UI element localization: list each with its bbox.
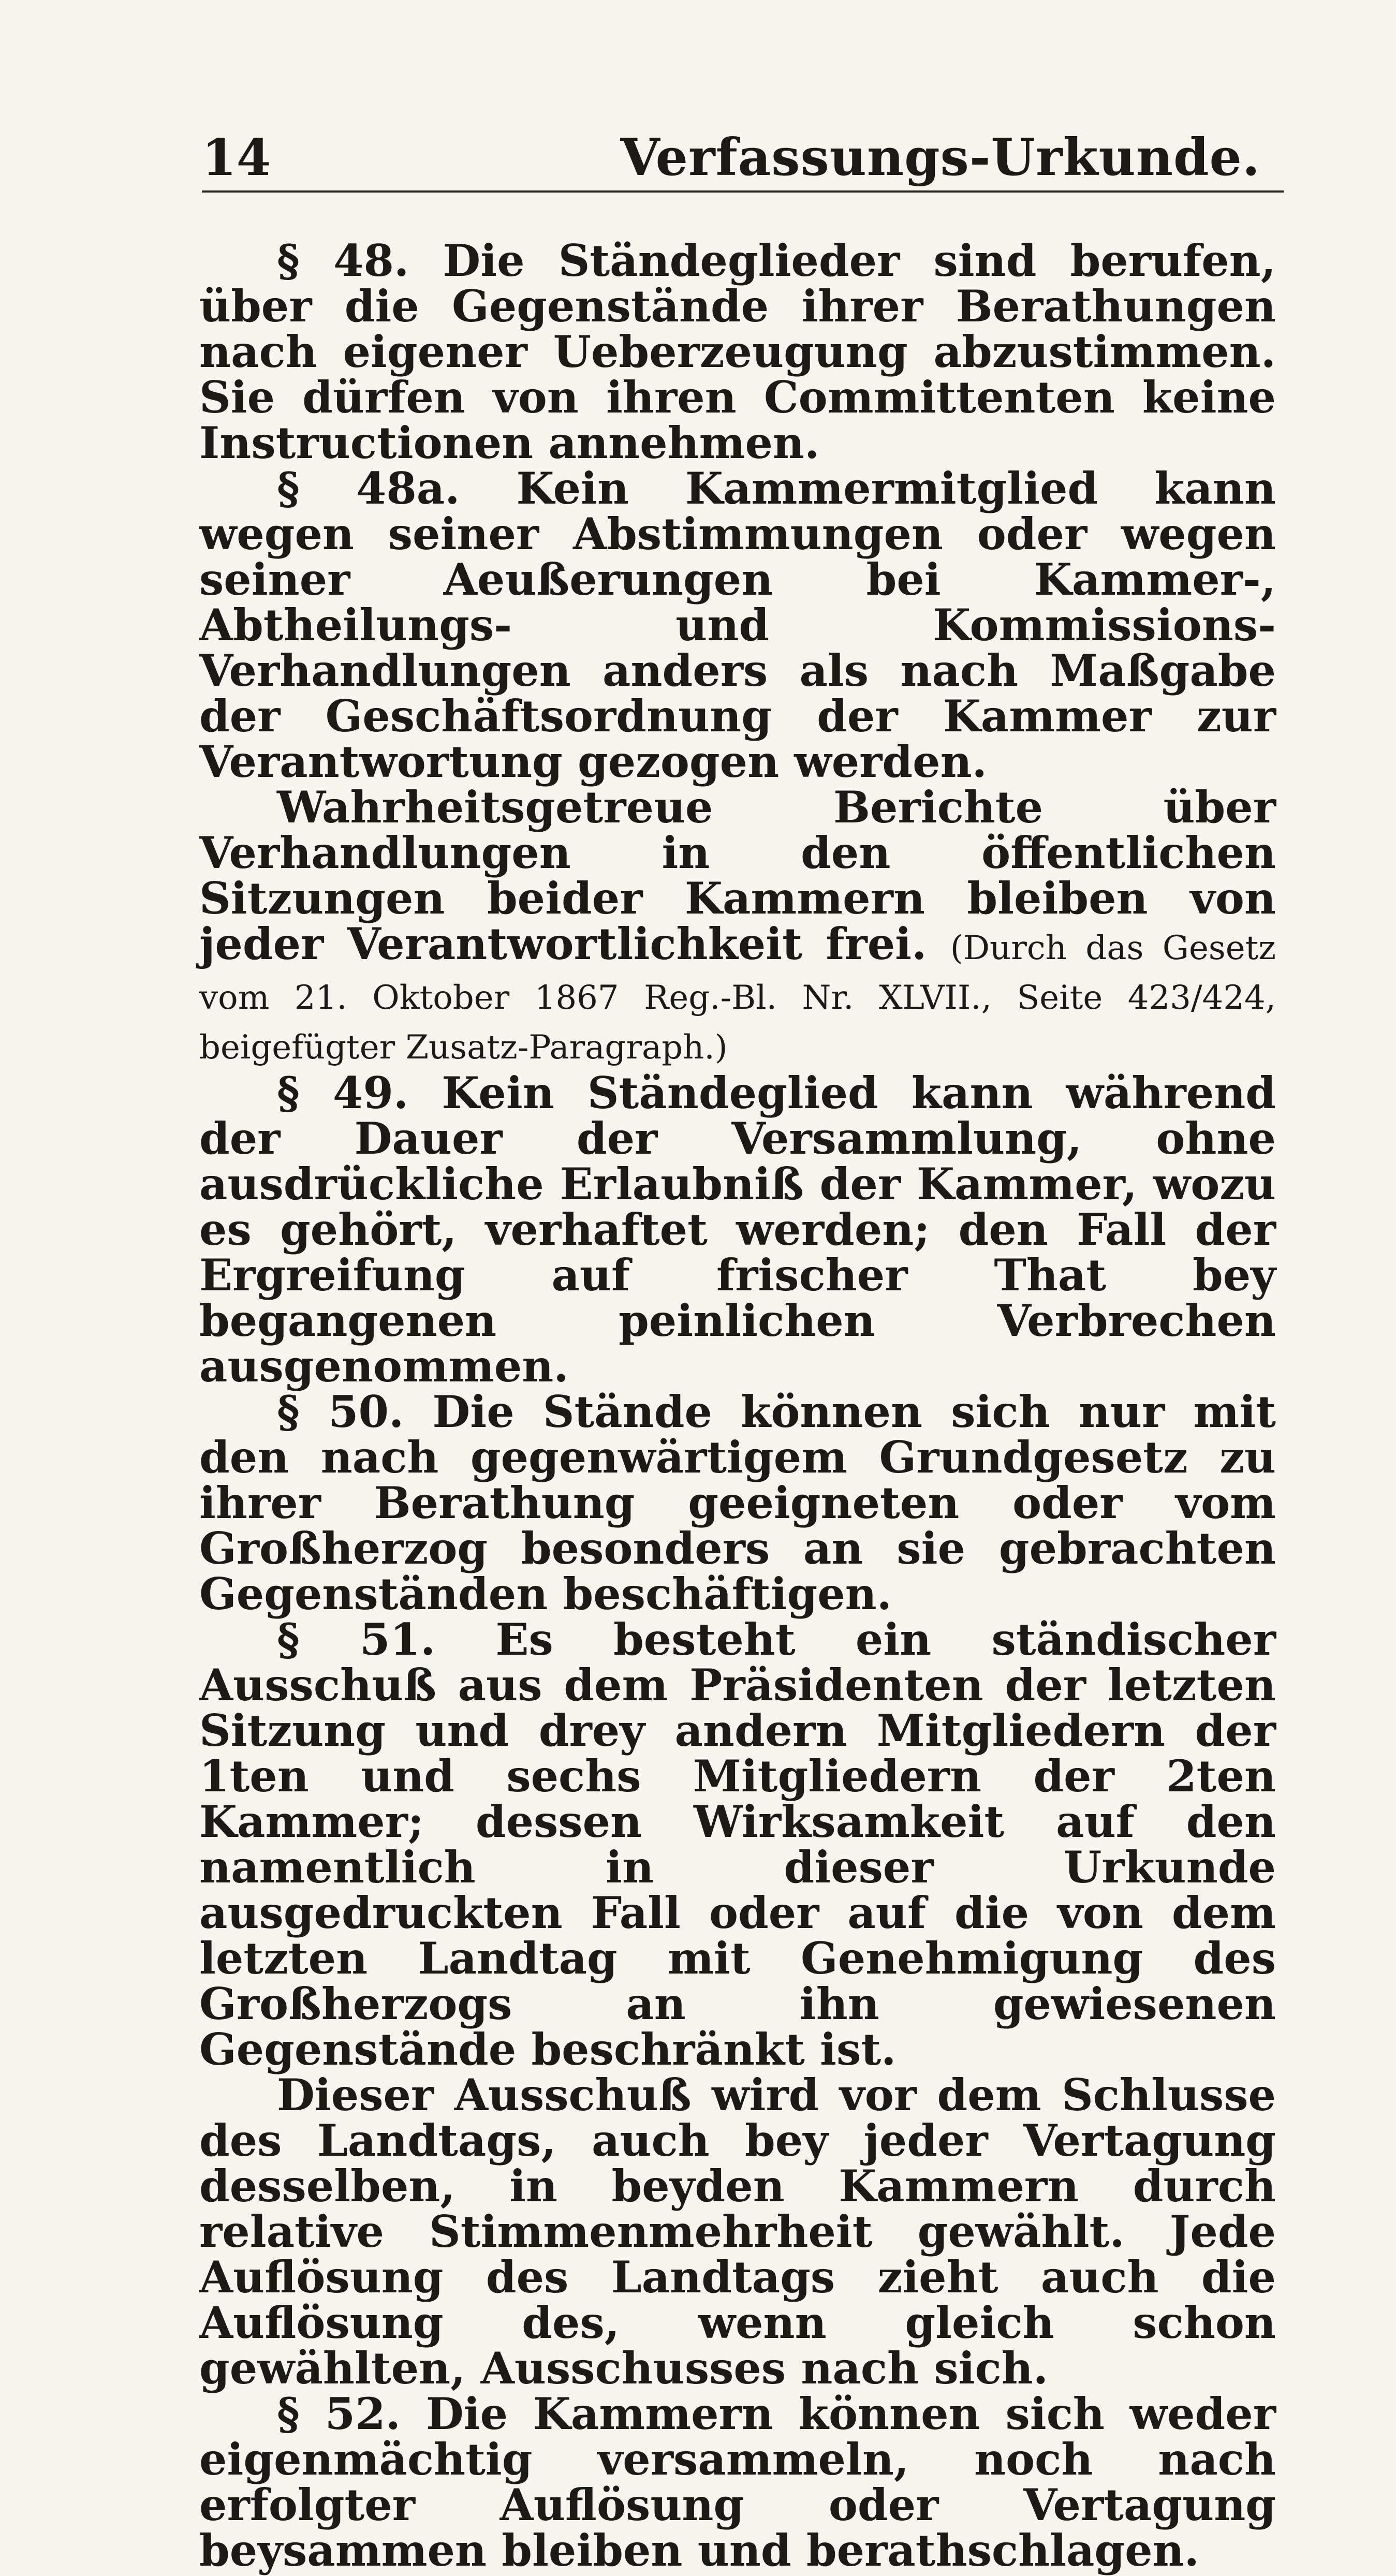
page-number: 14 [202,128,271,187]
header-rule [202,190,1284,193]
paragraph-49: § 49. Kein Ständeglied kann während der Dauer der Versammlung, ohne ausdrückliche Erlaubniß der Kammer, wozu es gehört, verhaftet werden; den Fall der Ergreifung auf frischer That bey begangenen peinlichen Verbrechen ausgenommen. [199,1067,1276,1392]
paragraph-52: § 52. Die Kammern können sich weder eigenmächtig versammeln, noch nach erfolgter Auflösung oder Vertagung beysammen bleiben und berathschlagen. [199,2388,1276,2576]
paragraph-48a-reports-text: Wahrheitsgetreue Berichte über Verhandlungen in den öffentlichen Sitzungen beider Kammern bleiben von jeder Verantwortlichkeit frei. [199,782,1276,969]
paragraph-48: § 48. Die Ständeglieder sind berufen, über die Gegenstände ihrer Berathungen nach eigener Ueberzeugung abzustimmen. Sie dürfen von ihren Committenten keine Instructionen annehmen. [199,235,1276,468]
paragraph-48a: § 48a. Kein Kammermitglied kann wegen seiner Abstimmungen oder wegen seiner Aeußerungen bei Kammer-, Abtheilungs- und Kommissions-Verhandlungen anders als nach Maßgabe der Geschäftsordnung der Kammer zur Verantwortung gezogen werden. [199,463,1276,787]
paragraph-51-continuation: Dieser Ausschuß wird vor dem Schlusse des Landtags, auch bey jeder Vertagung desselben, in beyden Kammern durch relative Stimmenmehrheit gewählt. Jede Auflösung des Landtags zieht auch die Auflösung des, wenn gleich schon gewählten, Ausschusses nach sich. [199,2069,1276,2394]
page-header [202,129,1284,192]
paragraph-48a-continuation [199,782,1276,1070]
running-title: Verfassungs-Urkunde. [620,128,1260,187]
amendment-note: (Durch das Gesetz vom 21. Oktober 1867 Reg.-Bl. Nr. XLVII., Seite 423/424, beigefügter Zusatz-Paragraph.) [199,929,1276,1067]
paragraph-51: § 51. Es besteht ein ständischer Ausschuß aus dem Präsidenten der letzten Sitzung und drey andern Mitgliedern der 1ten und sechs Mitgliedern der 2ten Kammer; dessen Wirksamkeit auf den namentlich in dieser Urkunde ausgedruckten Fall oder auf die von dem letzten Landtag mit Genehmigung des Großherzogs an ihn gewiesenen Gegenstände beschränkt ist. [199,1614,1276,2075]
paragraph-50: § 50. Die Stände können sich nur mit den nach gegenwärtigem Grundgesetz zu ihrer Berathung geeigneten oder vom Großherzog besonders an sie gebrachten Gegenständen beschäftigen. [199,1386,1276,1620]
body-text [199,235,1276,2576]
